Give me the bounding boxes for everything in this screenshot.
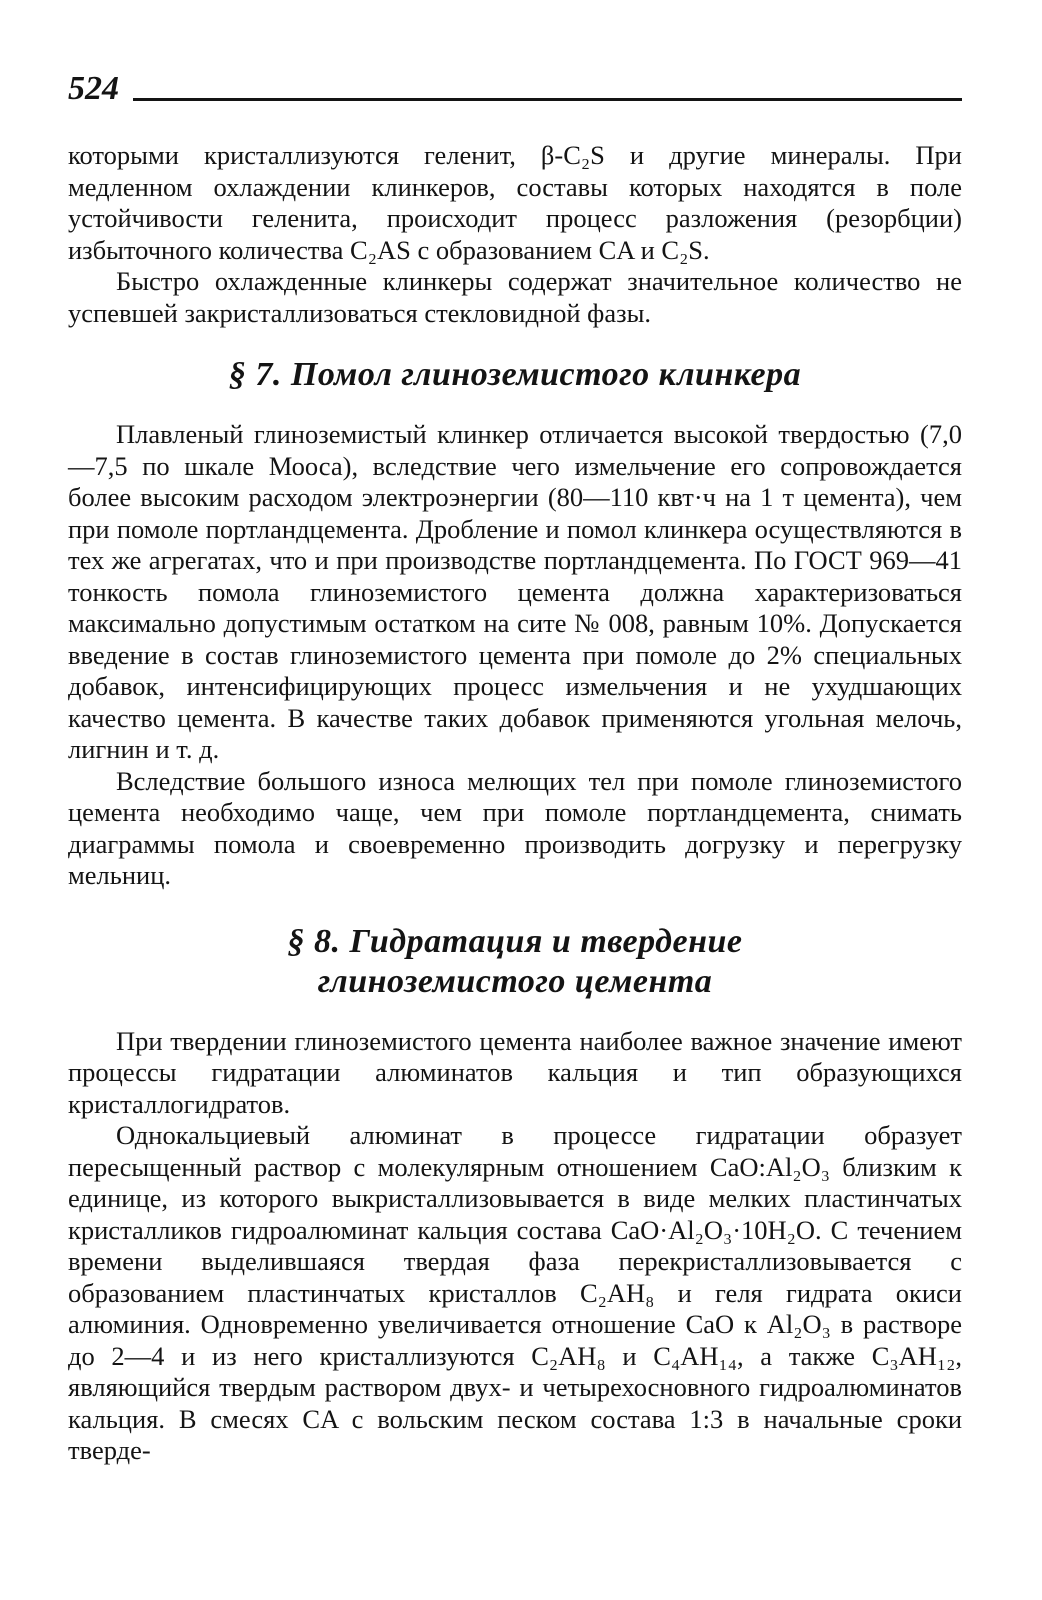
paragraph-hardening: При твердении глиноземистого цемента наиболее важное значение имеют процессы гидратации алюминатов кальция и тип образующихся кристаллогидратов. (68, 1025, 962, 1119)
paragraph-monocalcium-aluminate: Однокальциевый алюминат в процессе гидратации образует пересыщенный раствор с молекулярным отношением CaO:Al₂O₃ близким к единице, из которого выкристаллизовывается в виде мелких пластинчатых кристалликов гидроалюминат кальция состава CaO·Al₂O₃·10H₂O. С течением времени выделившаяся твердая фаза перекристаллизовывается с образованием пластинчатых кристаллов C₂AH₈ и геля гидрата окиси алюминия. Одновременно увеличивается отношение CaO к Al₂O₃ в растворе до 2—4 и из него кристаллизуются C₂AH₈ и C₄AH₁₄, а также C₃AH₁₂, являющийся твердым раствором двух- и четырехосновного гидроалюминатов кальция. В смесях CA с вольским песком состава 1:3 в начальные сроки тверде- (68, 1120, 962, 1465)
book-page (68, 58, 962, 1467)
paragraph-continued: которыми кристаллизуются геленит, β-C₂S и другие минералы. При медленном охлаждении клинкеров, составы которых находятся в поле устойчивости геленита, происходит процесс разложения (резорбции) избыточного количества C₂AS с образованием CA и C₂S. (68, 140, 962, 265)
paragraph-grinding: Плавленый глиноземистый клинкер отличается высокой твердостью (7,0—7,5 по шкале Мооса), вследствие чего измельчение его сопровождается более высоким расходом электроэнергии (80—110 квт·ч на 1 т цемента), чем при помоле портландцемента. Дробление и помол клинкера осуществляются в тех же агрегатах, что и при производстве портландцемента. По ГОСТ 969—41 тонкость помола глиноземистого цемента должна характеризоваться максимально допустимым остатком на сите № 008, равным 10%. Допускается введение в состав глиноземистого цемента при помоле до 2% специальных добавок, интенсифицирующих процесс измельчения и не ухудшающих качество цемента. В качестве таких добавок применяются угольная мелочь, лигнин и т. д. (68, 419, 962, 764)
paragraph-wear: Вследствие большого износа мелющих тел при помоле глиноземистого цемента необходимо чаще, чем при помоле портландцемента, снимать диаграммы помола и своевременно производить догрузку и перегрузку мельниц. (68, 765, 962, 890)
header-rule (133, 98, 962, 101)
section-8-heading-line-2: глиноземистого цемента (317, 962, 713, 1000)
page-body (68, 140, 962, 1467)
section-8-heading (68, 922, 962, 1002)
section-8-heading-line-1: § 8. Гидратация и твердение (287, 922, 743, 960)
section-7-heading: § 7. Помол глиноземистого клинкера (228, 356, 802, 393)
paragraph-fast-cooling: Быстро охлажденные клинкеры содержат значительное количество не успевшей закристаллизоваться стекловидной фазы. (68, 266, 962, 328)
page-number: 524 (68, 70, 119, 107)
page-header (68, 58, 962, 106)
